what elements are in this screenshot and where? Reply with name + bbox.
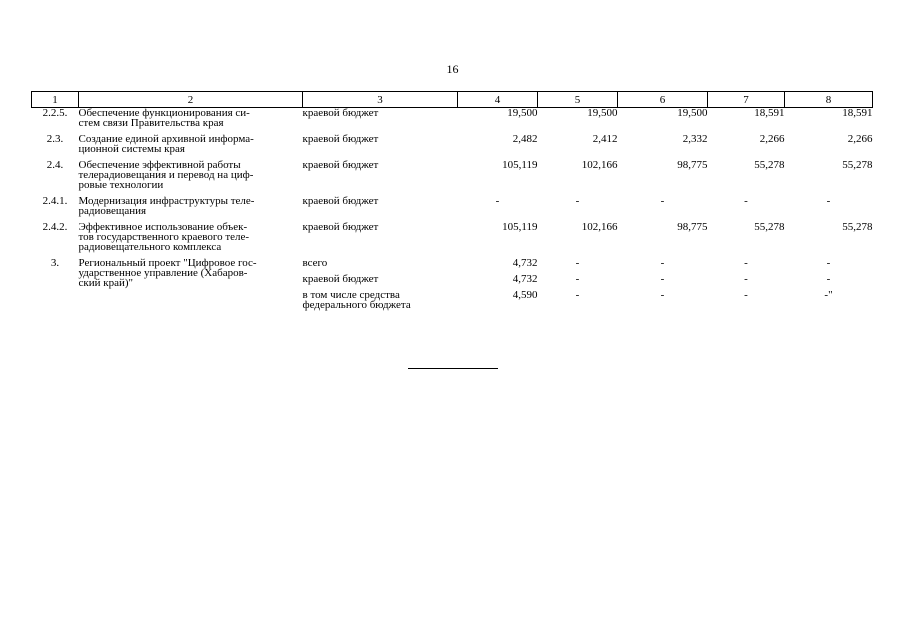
- row-number: 2.2.5.: [42, 107, 68, 119]
- row-value-col6: 2,332: [682, 133, 708, 145]
- row-name: [79, 160, 303, 196]
- row-source: краевой бюджет: [302, 133, 379, 145]
- row-value-col8: -: [826, 195, 831, 207]
- row-source: краевой бюджет: [302, 159, 379, 171]
- row-number: 2.4.2.: [42, 221, 68, 233]
- row-value-col6: 98,775: [677, 221, 708, 233]
- row-name-line: Создание единой архивной информа-: [78, 133, 254, 145]
- header-cell-7: 7: [708, 92, 785, 108]
- row-name-line: стем связи Правительства края: [78, 117, 224, 129]
- row-name-line: ровые технологии: [78, 179, 164, 191]
- row-name-line: радиовещания: [78, 205, 147, 217]
- row-value-col4: -: [495, 195, 500, 207]
- row-value-col8: 55,278: [842, 221, 873, 233]
- table-row: [32, 222, 873, 258]
- row-number: 2.4.1.: [42, 195, 68, 207]
- row-value-col5: 102,166: [581, 159, 618, 171]
- row-value-col7: 2,266: [759, 133, 785, 145]
- row-number: 2.4.: [46, 159, 64, 171]
- row-value-col6: -: [660, 289, 665, 301]
- row-value-col4: 19,500: [507, 107, 538, 119]
- row-name: [79, 108, 303, 135]
- row-name-line: тов государственного краевого теле-: [78, 231, 250, 243]
- row-value-col6: 19,500: [677, 107, 708, 119]
- row-value-col7: 55,278: [754, 159, 785, 171]
- table-header: [32, 92, 873, 108]
- header-cell-3: 3: [303, 92, 458, 108]
- row-value-col6: -: [660, 273, 665, 285]
- row-value-col6: -: [660, 195, 665, 207]
- row-value-col8: -: [826, 257, 831, 269]
- row-value-col7: -: [744, 195, 748, 207]
- row-name-line: Обеспечение эффективной работы: [78, 159, 241, 171]
- budget-table: [31, 91, 873, 310]
- row-source: всего: [302, 257, 328, 269]
- row-value-col7: -: [744, 257, 748, 269]
- page-number: 16: [446, 62, 459, 76]
- row-source-line: федерального бюджета: [302, 299, 411, 311]
- row-name: [79, 258, 303, 310]
- end-divider-line: [408, 368, 498, 369]
- row-source-line: в том числе средства: [302, 289, 400, 301]
- row-value-col4: 4,590: [512, 289, 538, 301]
- row-source: краевой бюджет: [302, 221, 379, 233]
- row-value-col5: 102,166: [581, 221, 618, 233]
- row-value-col8: 55,278: [842, 159, 873, 171]
- table-row: [32, 196, 873, 222]
- header-cell-6: 6: [618, 92, 708, 108]
- header-cell-4: 4: [458, 92, 538, 108]
- row-value-col7: 55,278: [754, 221, 785, 233]
- row-value-col6: -: [660, 257, 665, 269]
- row-name: [79, 196, 303, 222]
- row-value-col4: 105,119: [502, 221, 538, 233]
- row-name: [79, 134, 303, 160]
- row-name-line: ударственное управление (Хабаров-: [78, 267, 248, 279]
- row-value-col8: -": [824, 289, 833, 301]
- row-source: краевой бюджет: [302, 273, 379, 285]
- row-value-col5: -: [575, 257, 580, 269]
- header-cell-5: 5: [538, 92, 618, 108]
- row-value-col4: 4,732: [512, 273, 538, 285]
- table-row: [32, 160, 873, 196]
- row-name-line: ский край)": [78, 277, 134, 289]
- table-row: [32, 108, 873, 135]
- row-name: [79, 222, 303, 258]
- row-name-line: радиовещательного комплекса: [78, 241, 222, 253]
- row-source: краевой бюджет: [302, 195, 379, 207]
- row-name-line: Обеспечение функционирования си-: [78, 107, 250, 119]
- row-value-col7: -: [744, 289, 748, 301]
- row-name-line: Региональный проект "Цифровое гос-: [78, 257, 257, 269]
- row-value-col5: -: [575, 273, 580, 285]
- row-value-col8: -: [826, 273, 831, 285]
- row-name-line: Модернизация инфраструктуры теле-: [78, 195, 255, 207]
- row-value-col5: 2,412: [592, 133, 618, 145]
- row-value-col7: -: [744, 273, 748, 285]
- row-value-col8: 18,591: [842, 107, 873, 119]
- row-source: краевой бюджет: [302, 107, 379, 119]
- header-cell-2: 2: [79, 92, 303, 108]
- row-value-col5: 19,500: [587, 107, 618, 119]
- row-value-col8: 2,266: [847, 133, 873, 145]
- row-value-col7: 18,591: [754, 107, 785, 119]
- row-number: 3.: [50, 257, 60, 269]
- row-number: 2.3.: [46, 133, 64, 145]
- header-cell-8: 8: [785, 92, 873, 108]
- row-value-col4: 105,119: [502, 159, 538, 171]
- row-source: [303, 290, 458, 310]
- row-value-col4: 4,732: [512, 257, 538, 269]
- row-name-line: телерадиовещания и перевод на циф-: [78, 169, 254, 181]
- table-body: [32, 108, 873, 311]
- row-name-line: Эффективное использование объек-: [78, 221, 248, 233]
- row-name-line: ционной системы края: [78, 143, 185, 155]
- table-row: [32, 134, 873, 160]
- table-row: [32, 258, 873, 274]
- row-value-col5: -: [575, 195, 580, 207]
- row-value-col4: 2,482: [512, 133, 538, 145]
- header-cell-1: 1: [32, 92, 79, 108]
- row-value-col5: -: [575, 289, 580, 301]
- row-value-col6: 98,775: [677, 159, 708, 171]
